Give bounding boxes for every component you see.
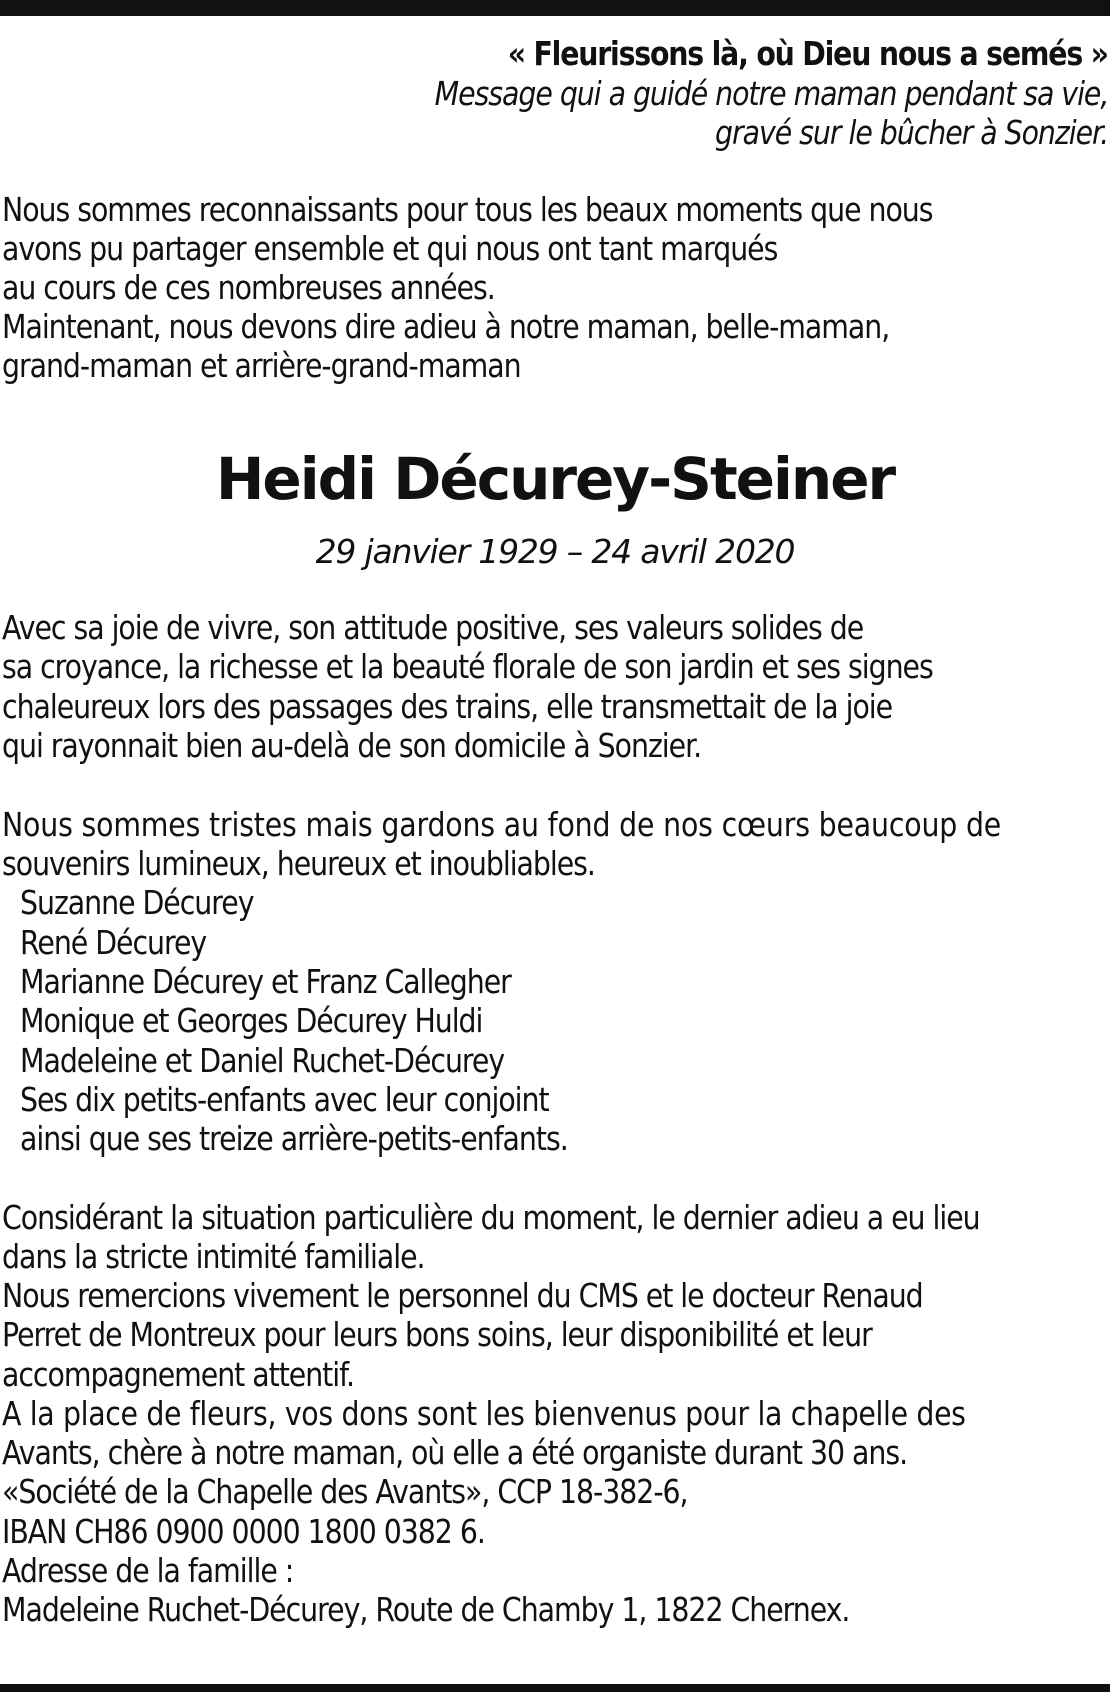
intro-line: au cours de ces nombreuses années. — [2, 268, 495, 307]
family-member: Monique et Georges Décurey Huldi — [20, 1001, 483, 1040]
tribute-line: Avec sa joie de vivre, son attitude positive, ses valeurs solides de — [2, 608, 864, 647]
closing-line: accompagnement attentif. — [2, 1355, 355, 1394]
closing-line: dans la stricte intimité familiale. — [2, 1237, 425, 1276]
family-member: Ses dix petits-enfants avec leur conjoint — [20, 1080, 549, 1119]
family-address: Madeleine Ruchet-Décurey, Route de Chamby 1, 1822 Chernex. — [2, 1590, 850, 1629]
family-member: ainsi que ses treize arrière-petits-enfants. — [20, 1119, 568, 1158]
sorrow-line: souvenirs lumineux, heureux et inoubliables. — [2, 844, 595, 883]
tribute-line: qui rayonnait bien au-delà de son domicile à Sonzier. — [2, 726, 702, 765]
closing-line: Avants, chère à notre maman, où elle a été organiste durant 30 ans. — [2, 1433, 908, 1472]
deceased-name: Heidi Décurey-Steiner — [215, 445, 895, 513]
intro-line: grand-maman et arrière-grand-maman — [2, 346, 521, 385]
closing-line: Perret de Montreux pour leurs bons soins, leur disponibilité et leur — [2, 1315, 872, 1354]
motto-quote: « Fleurissons là, où Dieu nous a semés » — [507, 34, 1108, 73]
family-member: Marianne Décurey et Franz Callegher — [20, 962, 511, 1001]
closing-line: Nous remercions vivement le personnel du CMS et le docteur Renaud — [2, 1276, 923, 1315]
intro-line: Nous sommes reconnaissants pour tous les beaux moments que nous — [2, 190, 933, 229]
closing-line: A la place de fleurs, vos dons sont les bienvenus pour la chapelle des — [2, 1394, 966, 1433]
bottom-border-rule — [0, 1684, 1110, 1692]
tribute-line: sa croyance, la richesse et la beauté florale de son jardin et ses signes — [2, 647, 933, 686]
motto-caption-line: Message qui a guidé notre maman pendant sa vie, — [434, 74, 1108, 113]
top-border-rule — [0, 0, 1110, 16]
family-member: René Décurey — [20, 923, 207, 962]
intro-line: avons pu partager ensemble et qui nous ont tant marqués — [2, 229, 778, 268]
intro-line: Maintenant, nous devons dire adieu à notre maman, belle-maman, — [2, 307, 890, 346]
closing-line: IBAN CH86 0900 0000 1800 0382 6. — [2, 1512, 485, 1551]
closing-line: Adresse de la famille : — [2, 1551, 294, 1590]
life-dates: 29 janvier 1929 – 24 avril 2020 — [315, 532, 795, 571]
motto-caption-line: gravé sur le bûcher à Sonzier. — [714, 113, 1108, 152]
closing-line: Considérant la situation particulière du moment, le dernier adieu a eu lieu — [2, 1198, 980, 1237]
family-member: Madeleine et Daniel Ruchet-Décurey — [20, 1041, 505, 1080]
family-member: Suzanne Décurey — [20, 883, 254, 922]
tribute-line: chaleureux lors des passages des trains, elle transmettait de la joie — [2, 687, 893, 726]
sorrow-line: Nous sommes tristes mais gardons au fond de nos cœurs beaucoup de — [2, 805, 1002, 844]
closing-line: «Société de la Chapelle des Avants», CCP 18-382-6, — [2, 1472, 688, 1511]
